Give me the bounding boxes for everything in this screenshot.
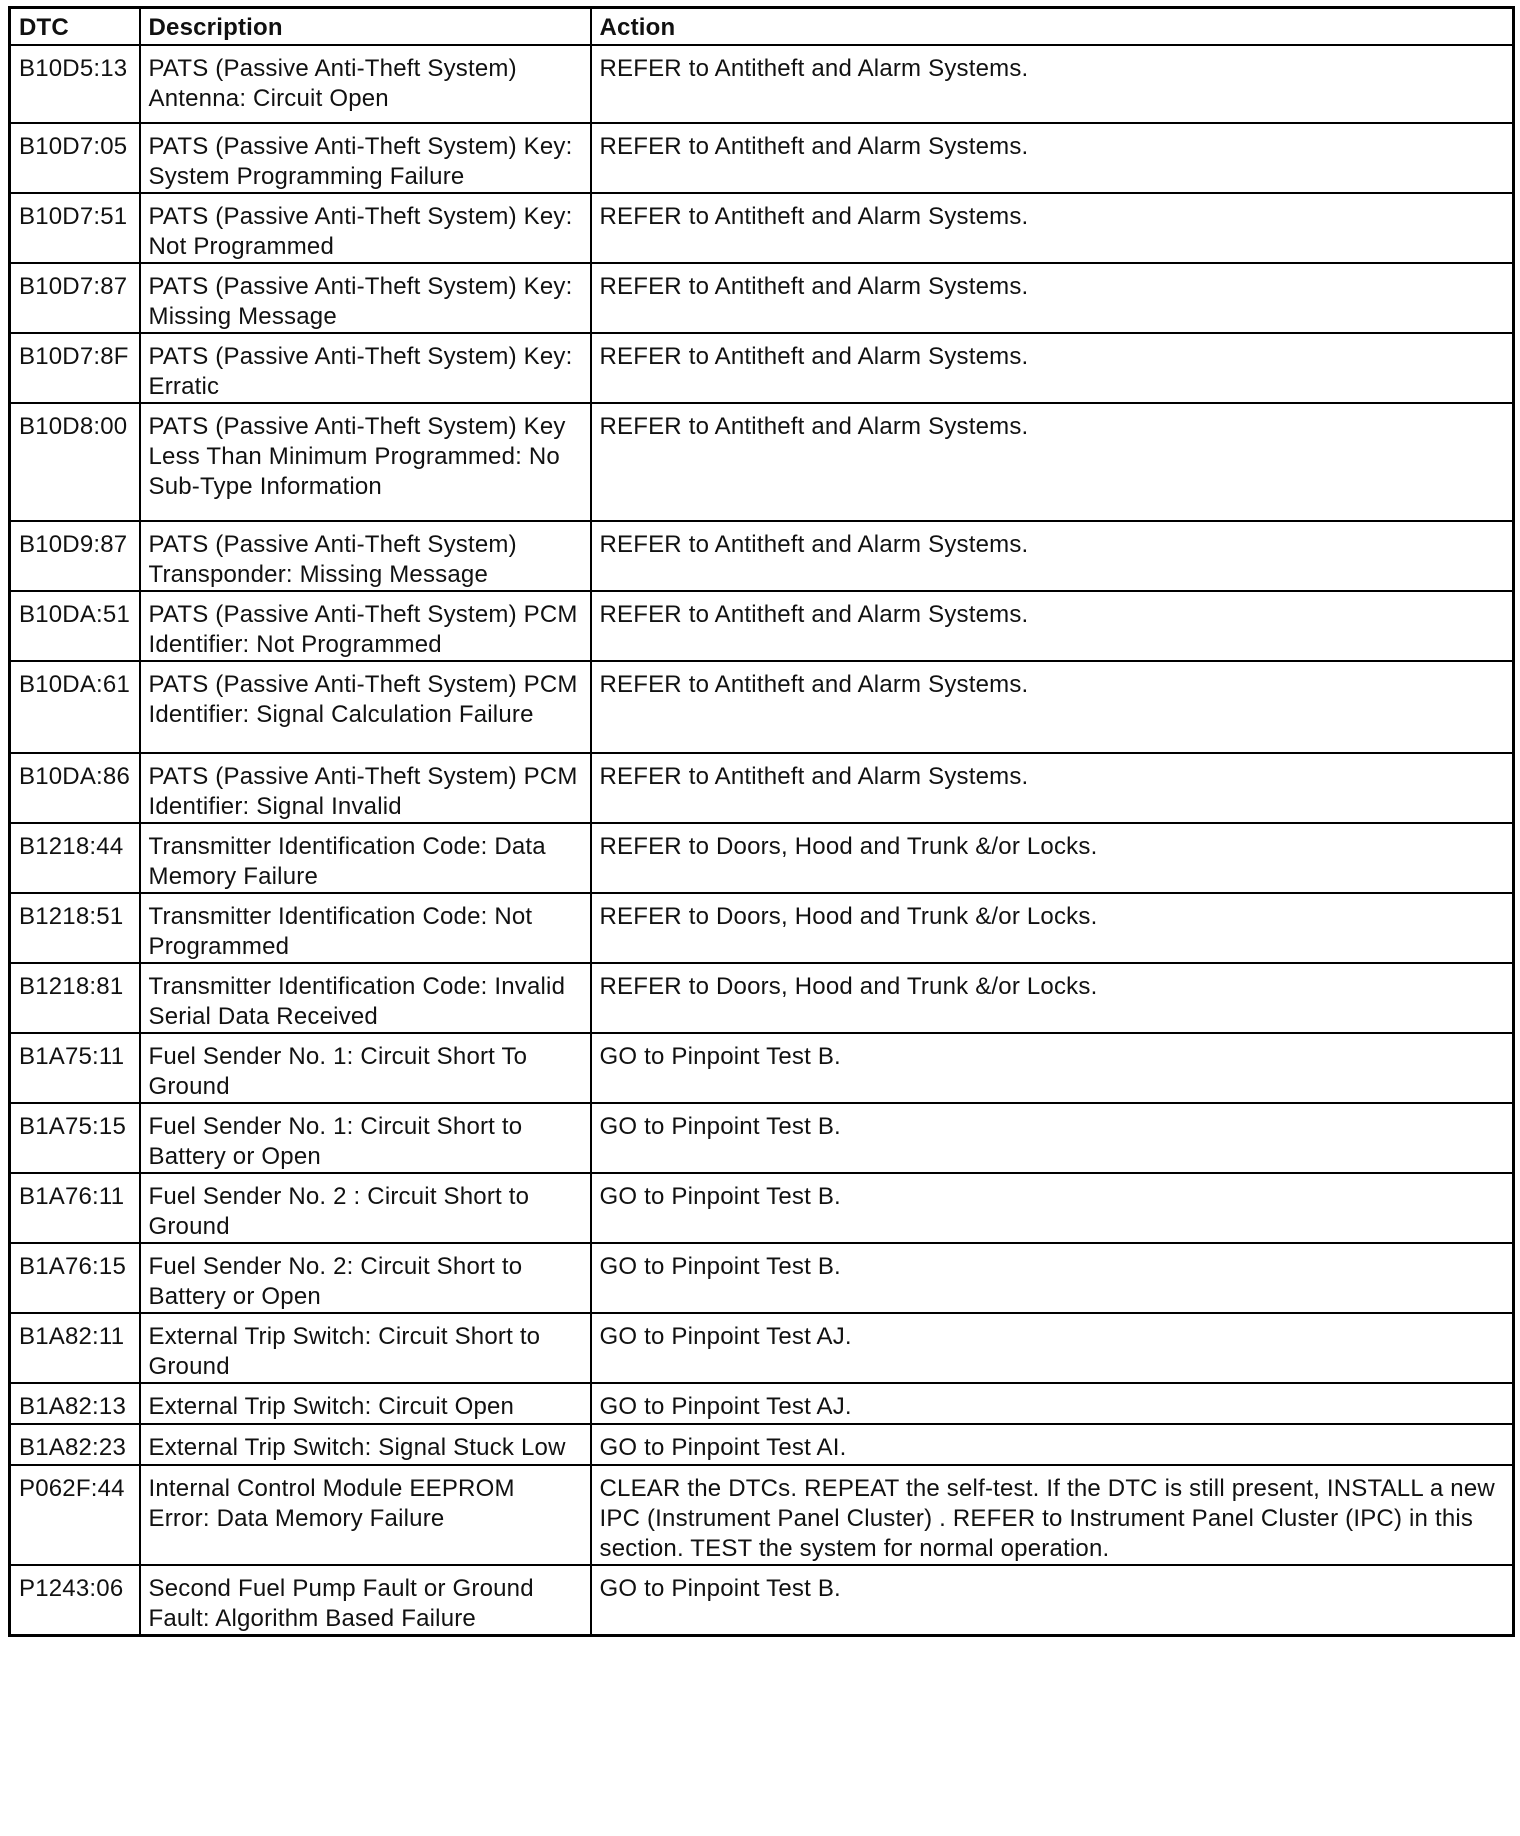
dtc-cell: B10D5:13 [10,45,140,123]
action-cell: GO to Pinpoint Test B. [591,1565,1514,1636]
dtc-cell: B10D7:8F [10,333,140,403]
dtc-cell: B1A82:11 [10,1313,140,1383]
action-cell: GO to Pinpoint Test AJ. [591,1383,1514,1424]
action-cell: REFER to Antitheft and Alarm Systems. [591,591,1514,661]
table-row [10,823,1514,893]
header-description: Description [140,8,591,45]
action-cell: REFER to Doors, Hood and Trunk &/or Locks. [591,893,1514,963]
table-row [10,591,1514,661]
action-cell: REFER to Antitheft and Alarm Systems. [591,263,1514,333]
description-cell: PATS (Passive Anti-Theft System) Antenna: Circuit Open [140,45,591,123]
table-row [10,1313,1514,1383]
table-row [10,403,1514,521]
dtc-cell: B10D7:05 [10,123,140,193]
dtc-cell: B1A82:23 [10,1424,140,1465]
action-cell: REFER to Doors, Hood and Trunk &/or Locks. [591,823,1514,893]
description-cell: PATS (Passive Anti-Theft System) Key: Missing Message [140,263,591,333]
table-row [10,1424,1514,1465]
dtc-cell: B1218:81 [10,963,140,1033]
dtc-table [8,6,1515,1637]
table-row [10,1383,1514,1424]
table-body [10,45,1514,1636]
table-row [10,753,1514,823]
description-cell: PATS (Passive Anti-Theft System) Key: System Programming Failure [140,123,591,193]
dtc-cell: B10DA:61 [10,661,140,753]
table-row [10,193,1514,263]
action-cell: GO to Pinpoint Test B. [591,1033,1514,1103]
dtc-cell: B10DA:51 [10,591,140,661]
dtc-cell: B1A82:13 [10,1383,140,1424]
action-cell: REFER to Antitheft and Alarm Systems. [591,45,1514,123]
dtc-cell: B1A75:11 [10,1033,140,1103]
dtc-cell: B1A75:15 [10,1103,140,1173]
action-cell: CLEAR the DTCs. REPEAT the self-test. If the DTC is still present, INSTALL a new IPC (Instrument Panel Cluster) . REFER to Instrument Panel Cluster (IPC) in this section. TEST the system for normal operation. [591,1465,1514,1565]
table-row [10,45,1514,123]
description-cell: PATS (Passive Anti-Theft System) PCM Identifier: Not Programmed [140,591,591,661]
table-row [10,263,1514,333]
dtc-cell: B1218:51 [10,893,140,963]
description-cell: Fuel Sender No. 2: Circuit Short to Battery or Open [140,1243,591,1313]
dtc-cell: P062F:44 [10,1465,140,1565]
table-row [10,1103,1514,1173]
table-row [10,1465,1514,1565]
action-cell: REFER to Doors, Hood and Trunk &/or Locks. [591,963,1514,1033]
description-cell: External Trip Switch: Circuit Short to Ground [140,1313,591,1383]
dtc-cell: B10D8:00 [10,403,140,521]
description-cell: External Trip Switch: Circuit Open [140,1383,591,1424]
description-cell: PATS (Passive Anti-Theft System) Key Less Than Minimum Programmed: No Sub-Type Information [140,403,591,521]
table-row [10,893,1514,963]
action-cell: GO to Pinpoint Test AJ. [591,1313,1514,1383]
dtc-cell: B1A76:15 [10,1243,140,1313]
table-row [10,123,1514,193]
description-cell: PATS (Passive Anti-Theft System) PCM Identifier: Signal Calculation Failure [140,661,591,753]
table-row [10,661,1514,753]
dtc-cell: B10D9:87 [10,521,140,591]
dtc-cell: B10D7:51 [10,193,140,263]
table-row [10,333,1514,403]
description-cell: PATS (Passive Anti-Theft System) Key: Not Programmed [140,193,591,263]
header-dtc: DTC [10,8,140,45]
description-cell: PATS (Passive Anti-Theft System) Transponder: Missing Message [140,521,591,591]
description-cell: Transmitter Identification Code: Invalid Serial Data Received [140,963,591,1033]
action-cell: REFER to Antitheft and Alarm Systems. [591,753,1514,823]
table-row [10,521,1514,591]
description-cell: Transmitter Identification Code: Not Programmed [140,893,591,963]
description-cell: Fuel Sender No. 1: Circuit Short To Ground [140,1033,591,1103]
table-row [10,1033,1514,1103]
description-cell: PATS (Passive Anti-Theft System) Key: Erratic [140,333,591,403]
description-cell: Second Fuel Pump Fault or Ground Fault: Algorithm Based Failure [140,1565,591,1636]
action-cell: GO to Pinpoint Test AI. [591,1424,1514,1465]
dtc-cell: B10DA:86 [10,753,140,823]
dtc-cell: B1218:44 [10,823,140,893]
description-cell: PATS (Passive Anti-Theft System) PCM Identifier: Signal Invalid [140,753,591,823]
description-cell: Internal Control Module EEPROM Error: Data Memory Failure [140,1465,591,1565]
action-cell: GO to Pinpoint Test B. [591,1103,1514,1173]
action-cell: REFER to Antitheft and Alarm Systems. [591,661,1514,753]
table-row [10,1173,1514,1243]
description-cell: Fuel Sender No. 2 : Circuit Short to Ground [140,1173,591,1243]
dtc-cell: B1A76:11 [10,1173,140,1243]
table-row [10,1243,1514,1313]
description-cell: Transmitter Identification Code: Data Memory Failure [140,823,591,893]
action-cell: REFER to Antitheft and Alarm Systems. [591,403,1514,521]
action-cell: REFER to Antitheft and Alarm Systems. [591,333,1514,403]
header-action: Action [591,8,1514,45]
dtc-cell: B10D7:87 [10,263,140,333]
action-cell: GO to Pinpoint Test B. [591,1243,1514,1313]
action-cell: REFER to Antitheft and Alarm Systems. [591,193,1514,263]
description-cell: Fuel Sender No. 1: Circuit Short to Battery or Open [140,1103,591,1173]
header-row [10,8,1514,45]
action-cell: REFER to Antitheft and Alarm Systems. [591,521,1514,591]
action-cell: GO to Pinpoint Test B. [591,1173,1514,1243]
table-row [10,1565,1514,1636]
dtc-cell: P1243:06 [10,1565,140,1636]
table-row [10,963,1514,1033]
description-cell: External Trip Switch: Signal Stuck Low [140,1424,591,1465]
action-cell: REFER to Antitheft and Alarm Systems. [591,123,1514,193]
